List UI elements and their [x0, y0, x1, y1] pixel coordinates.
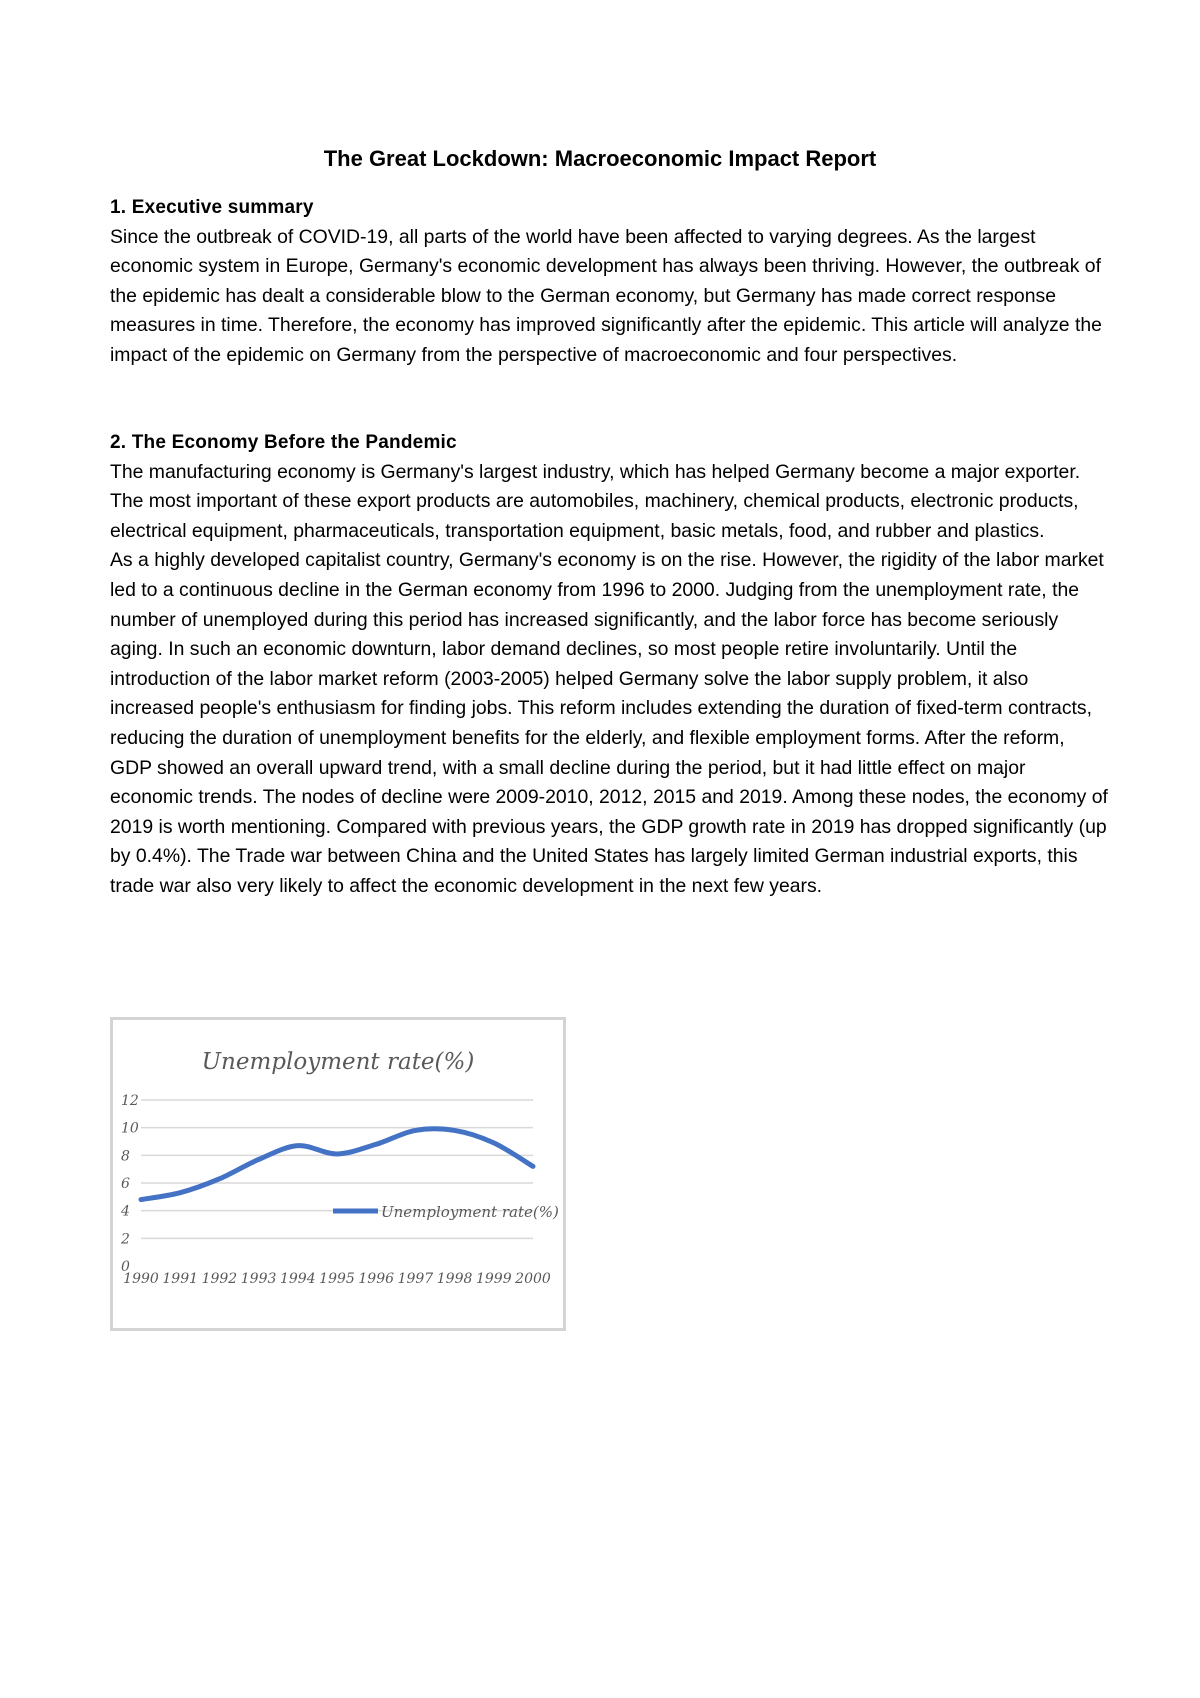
- series-line: [141, 1129, 533, 1200]
- x-tick-label: 1994: [279, 1271, 316, 1287]
- chart-series: [141, 1129, 533, 1200]
- x-tick-label: 1998: [436, 1271, 473, 1287]
- x-tick-label: 1992: [201, 1271, 238, 1287]
- x-tick-label: 1990: [123, 1271, 159, 1287]
- section-paragraph: As a highly developed capitalist country, Germany's economy is on the rise. However, the rigidity of the labor market led to a continuous decline in the German economy from 1996 to 2000. Judging from the unemployment rate, the number of unemployed during this period has increased significantly, and the labor force has become seriously aging. In such an economic downturn, labor demand declines, so most people retire involuntarily. Until the introduction of the labor market reform (2003-2005) helped Germany solve the labor supply problem, it also increased people's enthusiasm for finding jobs. This reform includes extending the duration of fixed-term contracts, reducing the duration of unemployment benefits for the elderly, and flexible employment forms. After the reform, GDP showed an overall upward trend, with a small decline during the period, but it had little effect on major economic trends. The nodes of decline were 2009-2010, 2012, 2015 and 2019. Among these nodes, the economy of 2019 is worth mentioning. Compared with previous years, the GDP growth rate in 2019 has dropped significantly (up by 0.4%). The Trade war between China and the United States has largely limited German industrial exports, this trade war also very likely to affect the economic development in the next few years.: [110, 549, 1108, 897]
- section-executive-summary: [110, 193, 1110, 371]
- x-tick-label: 2000: [515, 1271, 551, 1287]
- legend-label: Unemployment rate(%): [381, 1203, 559, 1221]
- y-tick-label: 12: [121, 1093, 139, 1109]
- x-tick-label: 1991: [162, 1271, 199, 1287]
- y-tick-label: 6: [121, 1176, 130, 1192]
- chart-canvas: [113, 1020, 563, 1328]
- section-heading: 2. The Economy Before the Pandemic: [110, 432, 457, 453]
- section-paragraph: The manufacturing economy is Germany's largest industry, which has helped Germany become a major exporter. The most important of these export products are automobiles, machinery, chemical products, electronic products, electrical equipment, pharmaceuticals, transportation equipment, basic metals, food, and rubber and plastics.: [110, 460, 1081, 542]
- page-title: The Great Lockdown: Macroeconomic Impact Report: [323, 146, 877, 171]
- chart-y-axis: [120, 1093, 139, 1275]
- unemployment-chart: [110, 1017, 566, 1331]
- y-tick-label: 4: [121, 1203, 130, 1220]
- y-tick-label: 0: [121, 1259, 130, 1275]
- x-tick-label: 1999: [475, 1271, 512, 1287]
- chart-title: Unemployment rate(%): [201, 1049, 475, 1075]
- section-heading: 1. Executive summary: [110, 197, 314, 218]
- x-tick-label: 1995: [319, 1271, 355, 1287]
- chart-x-axis: [123, 1271, 551, 1287]
- chart-legend: [333, 1203, 559, 1221]
- y-tick-label: 10: [121, 1120, 139, 1137]
- x-tick-label: 1996: [358, 1271, 395, 1287]
- y-tick-label: 8: [121, 1148, 130, 1165]
- x-tick-label: 1997: [397, 1271, 434, 1287]
- section-economy-before-pandemic: [110, 428, 1110, 902]
- x-tick-label: 1993: [240, 1271, 277, 1287]
- section-paragraph: Since the outbreak of COVID-19, all parts of the world have been affected to varying degrees. As the largest economic system in Europe, Germany's economic development has always been thriving. However, the outbreak of the epidemic has dealt a considerable blow to the German economy, but Germany has made correct response measures in time. Therefore, the economy has improved significantly after the epidemic. This article will analyze the impact of the epidemic on Germany from the perspective of macroeconomic and four perspectives.: [110, 225, 1102, 366]
- y-tick-label: 2: [121, 1231, 130, 1248]
